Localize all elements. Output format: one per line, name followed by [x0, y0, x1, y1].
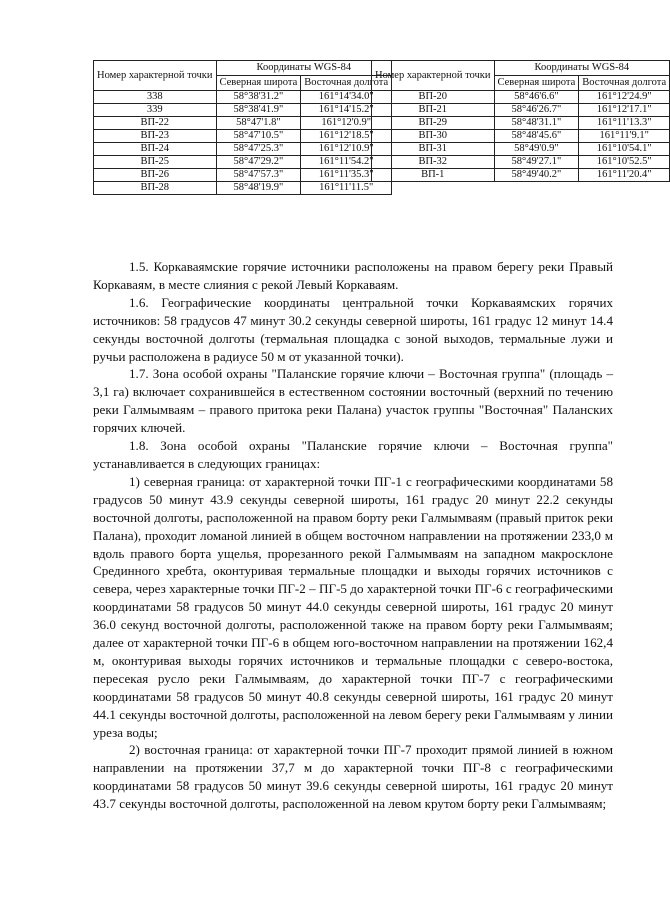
- cell-latitude: 58°47'25.3": [216, 143, 301, 156]
- cell-latitude: 58°48'19.9": [216, 182, 301, 195]
- cell-point-number: ВП-21: [372, 104, 495, 117]
- cell-point-number: ВП-1: [372, 169, 495, 182]
- cell-longitude: 161°12'17.1": [579, 104, 670, 117]
- table-row: [94, 130, 392, 143]
- table-row: [94, 182, 392, 195]
- header-longitude: Восточная долгота: [579, 76, 670, 91]
- cell-longitude: 161°12'18.5": [301, 130, 392, 143]
- paragraph-1-7: 1.7. Зона особой охраны "Паланские горячие ключи – Восточная группа" (площадь – 3,1 га) включает сохранившейся в естественном состоянии восточный (верхний по течению реки Галмымваям – правого притока реки Палана) участок группы "Восточная" Паланских горячих ключей.: [93, 366, 613, 436]
- cell-longitude: 161°11'54.2": [301, 156, 392, 169]
- cell-point-number: ВП-23: [94, 130, 217, 143]
- coordinates-table-right: [371, 60, 670, 182]
- cell-latitude: 58°38'41.9": [216, 104, 301, 117]
- cell-point-number: ВП-28: [94, 182, 217, 195]
- cell-longitude: 161°12'10.9": [301, 143, 392, 156]
- document-body: [93, 258, 613, 813]
- table-row: [372, 104, 670, 117]
- header-point-number: Номер характерной точки: [372, 61, 495, 91]
- header-wgs84: Координаты WGS-84: [494, 61, 670, 76]
- paragraph-1-6: 1.6. Географические координаты центральной точки Коркаваямских горячих источников: 58 градусов 47 минут 30.2 секунды северной широты, 161 градус 12 минут 14.4 секунды восточной долготы (термальная площадка с зоной выходов, термальные лужи и ручьи расположена в радиусе 50 м от указанной точки).: [93, 294, 613, 364]
- table-row: [94, 156, 392, 169]
- cell-latitude: 58°49'40.2": [494, 169, 579, 182]
- cell-latitude: 58°47'57.3": [216, 169, 301, 182]
- cell-latitude: 58°46'26.7": [494, 104, 579, 117]
- cell-longitude: 161°11'20.4": [579, 169, 670, 182]
- cell-longitude: 161°10'52.5": [579, 156, 670, 169]
- cell-point-number: ВП-20: [372, 91, 495, 104]
- cell-longitude: 161°12'0.9": [301, 117, 392, 130]
- paragraph-1-5: 1.5. Коркаваямские горячие источники расположены на правом берегу реки Правый Коркаваям, в месте слияния с рекой Левый Коркаваям.: [93, 259, 613, 292]
- cell-latitude: 58°38'31.2": [216, 91, 301, 104]
- cell-latitude: 58°49'27.1": [494, 156, 579, 169]
- table-row: [94, 104, 392, 117]
- table-row: [372, 169, 670, 182]
- header-longitude: Восточная долгота: [301, 76, 392, 91]
- cell-point-number: ВП-30: [372, 130, 495, 143]
- cell-longitude: 161°11'13.3": [579, 117, 670, 130]
- cell-latitude: 58°48'31.1": [494, 117, 579, 130]
- cell-longitude: 161°11'11.5": [301, 182, 392, 195]
- cell-latitude: 58°46'6.6": [494, 91, 579, 104]
- cell-longitude: 161°10'54.1": [579, 143, 670, 156]
- table-row: [372, 117, 670, 130]
- cell-point-number: ВП-26: [94, 169, 217, 182]
- cell-longitude: 161°11'9.1": [579, 130, 670, 143]
- cell-latitude: 58°47'10.5": [216, 130, 301, 143]
- cell-longitude: 161°12'24.9": [579, 91, 670, 104]
- cell-longitude: 161°11'35.3": [301, 169, 392, 182]
- header-latitude: Северная широта: [494, 76, 579, 91]
- cell-point-number: 339: [94, 104, 217, 117]
- table-row: [94, 143, 392, 156]
- cell-latitude: 58°47'29.2": [216, 156, 301, 169]
- table-row: [372, 91, 670, 104]
- cell-point-number: ВП-31: [372, 143, 495, 156]
- paragraph-northern-border: 1) северная граница: от характерной точки ПГ-1 с географическими координатами 58 градусов 50 минут 43.9 секунды северной широты, 161 градус 20 минут 22.2 секунды восточной долготы, расположенной на правом борту реки Галмымваям (правый приток реки Палана), проходит ломаной линией в общем восточном направлении на протяжении 233,0 м вдоль правого борта ущелья, прорезанного рекой Галмымваям на западном макросклоне Срединного хребта, оконтуривая термальные площадки и выходы горячих источников с севера, через характерные точки ПГ-2 – ПГ-5 до характерной точки ПГ-6 с географическими координатами 58 градусов 50 минут 44.0 секунды северной широты, 161 градус 20 минут 36.0 секунд восточной долготы, расположенной также на правом борту реки Галмымваям; далее от характерной точки ПГ-6 в общем юго-восточном направлении на протяжении 162,4 м, оконтуривая выходы горячих источников и термальные площадки с северо-востока, пересекая русло реки Галмымваям, до характерной точки ПГ-7 с географическими координатами 58 градусов 50 минут 40.8 секунды северной широты, 161 градус 20 минут 44.1 секунды восточной долготы, расположенной на левом берегу реки Галмымваям у линии уреза воды;: [93, 473, 613, 740]
- table-row: [94, 117, 392, 130]
- cell-point-number: 338: [94, 91, 217, 104]
- cell-point-number: ВП-29: [372, 117, 495, 130]
- cell-latitude: 58°49'0.9": [494, 143, 579, 156]
- cell-point-number: ВП-25: [94, 156, 217, 169]
- table-row: [372, 143, 670, 156]
- header-wgs84: Координаты WGS-84: [216, 61, 392, 76]
- cell-point-number: ВП-32: [372, 156, 495, 169]
- table-row: [372, 156, 670, 169]
- cell-longitude: 161°14'15.2": [301, 104, 392, 117]
- header-point-number: Номер характерной точки: [94, 61, 217, 91]
- paragraph-1-8: 1.8. Зона особой охраны "Паланские горячие ключи – Восточная группа" устанавливается в следующих границах:: [93, 438, 613, 471]
- coordinates-table-left: [93, 60, 392, 195]
- cell-latitude: 58°47'1.8": [216, 117, 301, 130]
- cell-point-number: ВП-24: [94, 143, 217, 156]
- table-row: [372, 130, 670, 143]
- cell-longitude: 161°14'34.0": [301, 91, 392, 104]
- header-latitude: Северная широта: [216, 76, 301, 91]
- table-row: [94, 91, 392, 104]
- cell-latitude: 58°48'45.6": [494, 130, 579, 143]
- table-row: [94, 169, 392, 182]
- paragraph-eastern-border: 2) восточная граница: от характерной точки ПГ-7 проходит прямой линией в южном направлении на протяжении 37,7 м до характерной точки ПГ-8 с географическими координатами 58 градусов 50 минут 39.6 секунды северной широты, 161 градус 20 минут 43.7 секунды восточной долготы, расположенной на левом крутом борту реки Галмымваям;: [93, 742, 613, 812]
- cell-point-number: ВП-22: [94, 117, 217, 130]
